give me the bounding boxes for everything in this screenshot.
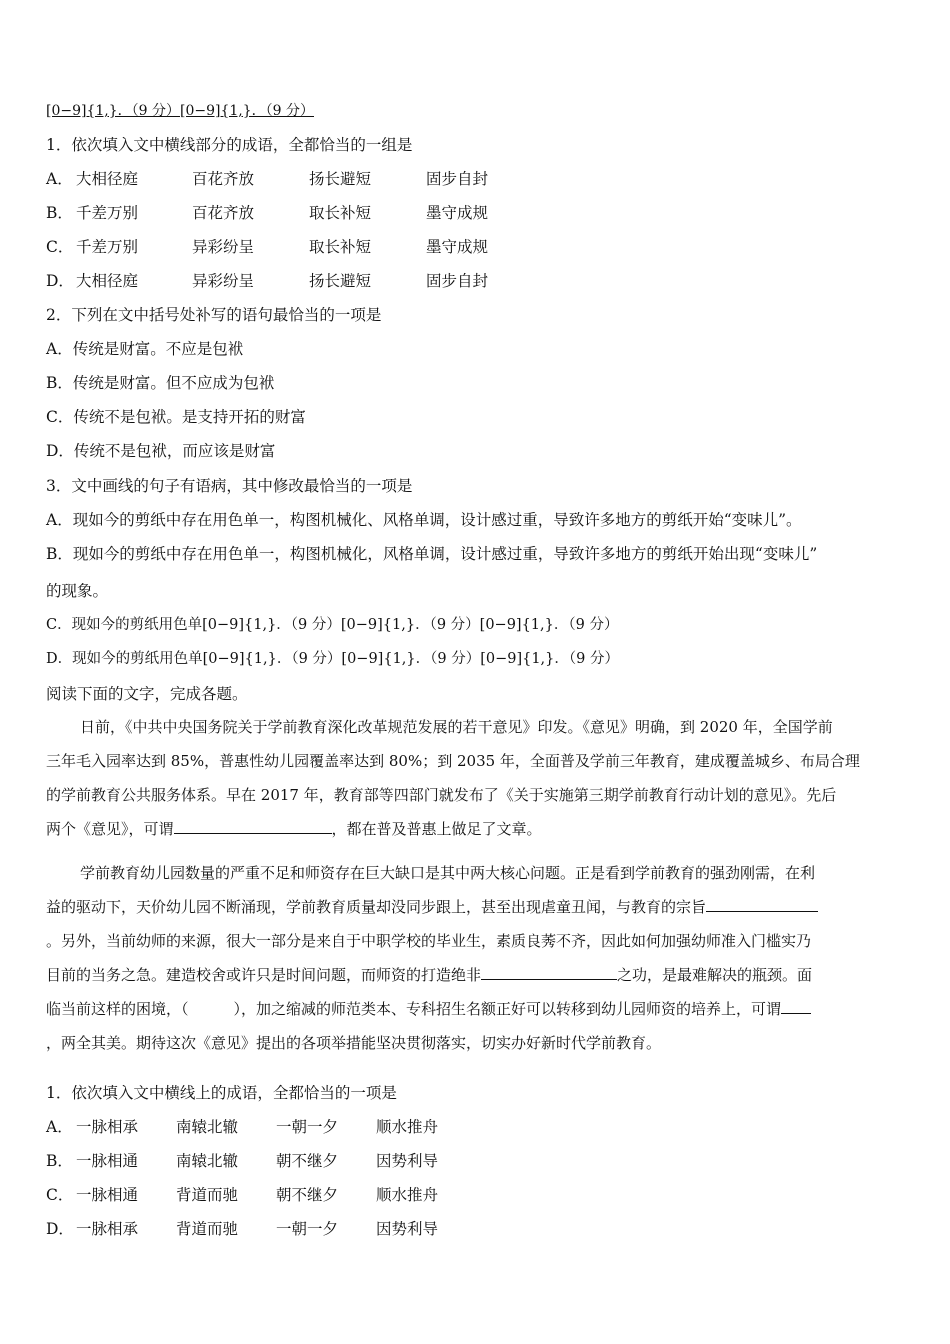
passage-line: 日前，《中共中央国务院关于学前教育深化改革规范发展的若干意见》印发。《意见》明确，到 2020 年，全国学前: [80, 718, 833, 736]
option-item: 朝不继夕: [276, 1152, 339, 1170]
option-item: 顺水推舟: [376, 1118, 439, 1136]
passage-text: 临当前这样的困境，（ ），加之缩减的师范类本、专科招生名额正好可以转移到幼儿园师资的培养上，可谓: [46, 1000, 782, 1018]
option-item: 墨守成规: [426, 238, 489, 256]
option-item: 背道而驰: [176, 1186, 239, 1204]
passage-line: [46, 890, 906, 924]
option-item: 南辕北辙: [176, 1152, 239, 1170]
option-item: 一朝一夕: [276, 1118, 339, 1136]
option-item: 因势利导: [376, 1152, 439, 1170]
option-item: 墨守成规: [426, 204, 489, 222]
section-header: [0−9]{1,}．（9 分）[0−9]{1,}．（9 分）: [46, 103, 314, 119]
option-item: 固步自封: [426, 272, 489, 290]
option-label: C．: [46, 1186, 74, 1204]
question-4-stem: 1．依次填入文中横线上的成语，全都恰当的一项是: [46, 1084, 397, 1102]
option-item: 一脉相通: [76, 1186, 139, 1204]
option-item: 千差万别: [76, 238, 139, 256]
option-label: C．: [46, 238, 74, 256]
option-item: 大相径庭: [76, 170, 139, 188]
option-item: 异彩纷呈: [192, 238, 255, 256]
option-item: 千差万别: [76, 204, 139, 222]
passage-line: 的学前教育公共服务体系。早在 2017 年，教育部等四部门就发布了《关于实施第三期学前教育行动计划的意见》。先后: [46, 786, 837, 804]
option-item: 一朝一夕: [276, 1220, 339, 1238]
question-3-option-d: D．现如今的剪纸用色单[0−9]{1,}．（9 分）[0−9]{1,}．（9 分）[0−9]{1,}．（9 分）: [46, 651, 619, 667]
question-3-option-b: B．现如今的剪纸中存在用色单一，构图机械化，风格单调，设计感过重，导致许多地方的剪纸开始出现“变味儿”: [46, 545, 818, 563]
option-item: 朝不继夕: [276, 1186, 339, 1204]
option-label: B．: [46, 1152, 73, 1170]
option-label: B．: [46, 204, 73, 222]
question-2-option-d: D．传统不是包袱，而应该是财富: [46, 442, 276, 460]
fill-blank-2: [706, 895, 818, 912]
passage-line: ，两全其美。期待这次《意见》提出的各项举措能坚决贯彻落实，切实办好新时代学前教育。: [46, 1034, 662, 1052]
question-3-option-a: A．现如今的剪纸中存在用色单一，构图机械化、风格单调，设计感过重，导致许多地方的剪纸开始“变味儿”。: [46, 511, 802, 529]
question-3-option-c: C．现如今的剪纸用色单[0−9]{1,}．（9 分）[0−9]{1,}．（9 分）[0−9]{1,}．（9 分）: [46, 617, 619, 633]
passage-line: 三年毛入园率达到 85%，普惠性幼儿园覆盖率达到 80%；到 2035 年，全面普及学前三年教育，建成覆盖城乡、布局合理: [46, 752, 860, 770]
passage-line: [46, 992, 906, 1026]
option-item: 取长补短: [309, 204, 372, 222]
option-item: 南辕北辙: [176, 1118, 239, 1136]
option-item: 扬长避短: [309, 170, 372, 188]
question-3-option-b-cont: 的现象。: [46, 582, 109, 600]
passage-paragraph-1: [46, 710, 906, 846]
fill-blank-1: [174, 817, 332, 834]
option-item: 取长补短: [309, 238, 372, 256]
passage-line: [46, 958, 906, 992]
option-label: D．: [46, 272, 74, 290]
option-label: A．: [46, 1118, 73, 1136]
question-2-option-a: A．传统是财富。不应是包袱: [46, 340, 244, 358]
option-label: D．: [46, 1220, 74, 1238]
option-item: 因势利导: [376, 1220, 439, 1238]
option-item: 顺水推舟: [376, 1186, 439, 1204]
passage-paragraph-2: [46, 856, 906, 1060]
question-2-stem: 2．下列在文中括号处补写的语句最恰当的一项是: [46, 306, 382, 324]
fill-blank-4: [781, 997, 811, 1014]
passage-line: 学前教育幼儿园数量的严重不足和师资存在巨大缺口是其中两大核心问题。正是看到学前教育的强劲刚需，在利: [80, 864, 816, 882]
option-item: 固步自封: [426, 170, 489, 188]
question-1-stem: 1．依次填入文中横线部分的成语，全都恰当的一组是: [46, 136, 413, 154]
option-item: 一脉相承: [76, 1118, 139, 1136]
passage-text: ，都在普及普惠上做足了文章。: [331, 820, 542, 838]
fill-blank-3: [481, 963, 617, 980]
question-2-option-c: C．传统不是包袱。是支持开拓的财富: [46, 408, 306, 426]
option-item: 背道而驰: [176, 1220, 239, 1238]
option-item: 百花齐放: [192, 204, 255, 222]
question-2-option-b: B．传统是财富。但不应成为包袱: [46, 374, 275, 392]
passage-text: 益的驱动下，天价幼儿园不断涌现，学前教育质量却没同步跟上，甚至出现虐童丑闻，与教育的宗旨: [46, 898, 707, 916]
option-item: 异彩纷呈: [192, 272, 255, 290]
passage-line: [46, 812, 906, 846]
passage-text: 目前的当务之急。建造校舍或许只是时间问题，而师资的打造绝非: [46, 966, 482, 984]
passage-text: 两个《意见》，可谓: [46, 820, 174, 838]
passage-line: 。另外，当前幼师的来源，很大一部分是来自于中职学校的毕业生，素质良莠不齐，因此如何加强幼师准入门槛实乃: [46, 932, 812, 950]
option-item: 扬长避短: [309, 272, 372, 290]
option-item: 一脉相承: [76, 1220, 139, 1238]
passage-text: 之功，是最难解决的瓶颈。面: [617, 966, 813, 984]
option-item: 一脉相通: [76, 1152, 139, 1170]
option-item: 百花齐放: [192, 170, 255, 188]
reading-instructions: 阅读下面的文字，完成各题。: [46, 685, 248, 703]
question-3-stem: 3．文中画线的句子有语病，其中修改最恰当的一项是: [46, 477, 413, 495]
option-item: 大相径庭: [76, 272, 139, 290]
option-label: A．: [46, 170, 73, 188]
